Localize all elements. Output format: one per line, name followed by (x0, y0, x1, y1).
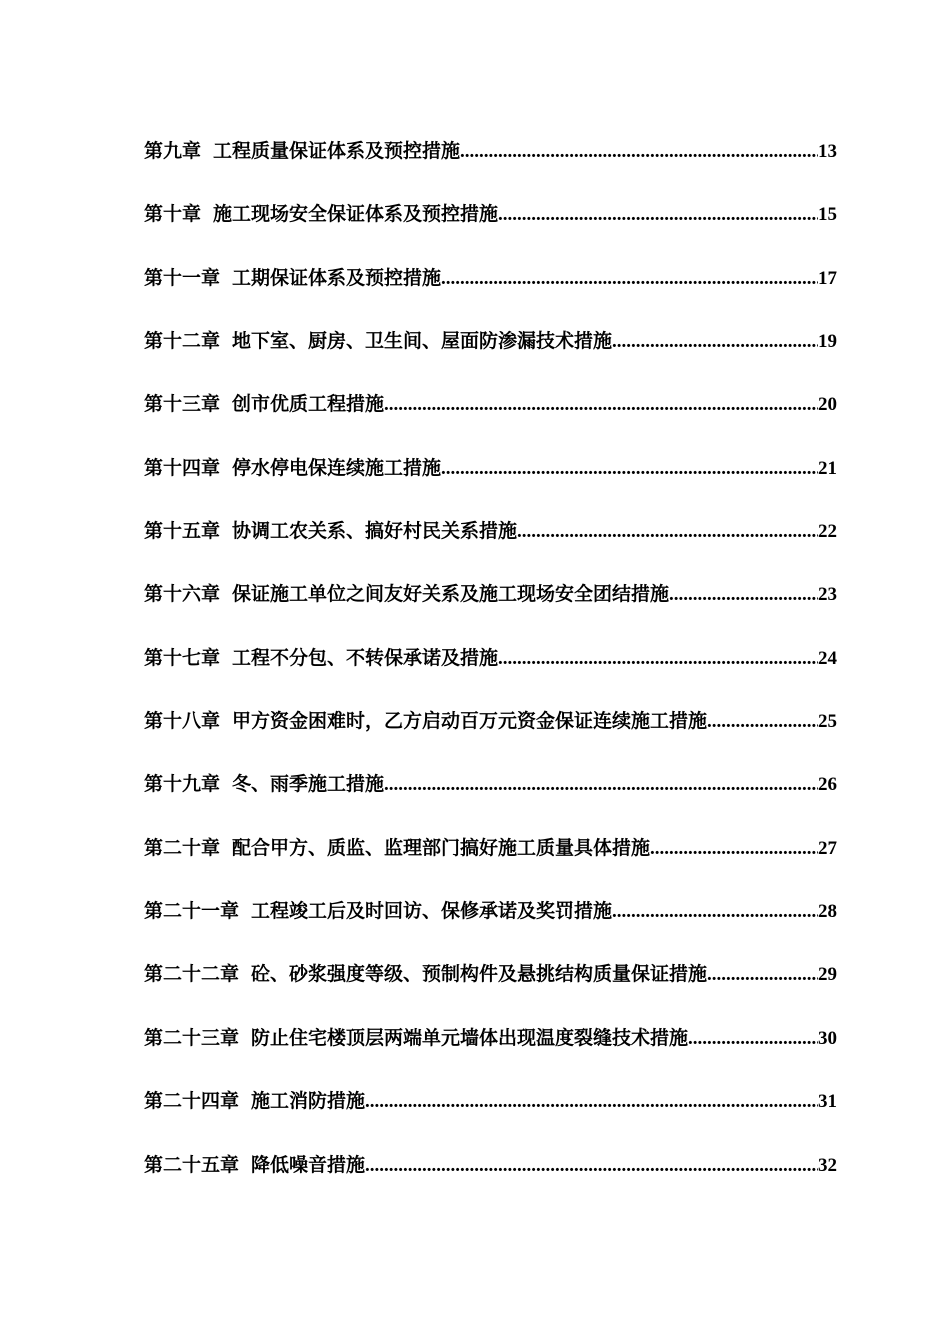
toc-chapter-number: 第九章 (144, 140, 202, 162)
toc-dot-leader (650, 830, 818, 868)
toc-page-number: 27 (818, 837, 837, 859)
toc-chapter-number: 第二十四章 (144, 1090, 240, 1113)
toc-chapter-number: 第二十一章 (144, 900, 240, 923)
toc-dot-leader (612, 323, 818, 361)
toc-chapter-title: 保证施工单位之间友好关系及施工现场安全团结措施 (232, 583, 670, 606)
toc-chapter-number: 第十章 (144, 203, 202, 226)
toc-dot-leader (365, 1147, 818, 1185)
toc-page-number: 26 (818, 774, 837, 796)
toc-entry[interactable] (144, 639, 837, 702)
toc-chapter-title: 创市优质工程措施 (232, 393, 385, 416)
toc-chapter-title: 防止住宅楼顶层两端单元墙体出现温度裂缝技术措施 (251, 1026, 689, 1049)
toc-chapter-number: 第二十五章 (144, 1153, 240, 1176)
toc-entry[interactable] (144, 575, 837, 638)
toc-entry[interactable] (144, 1146, 837, 1209)
toc-dot-leader (707, 703, 818, 741)
toc-entry[interactable] (144, 132, 837, 195)
toc-chapter-title: 冬、雨季施工措施 (232, 773, 385, 796)
toc-dot-leader (498, 196, 818, 234)
toc-page-number: 20 (818, 394, 837, 416)
toc-chapter-number: 第十九章 (144, 773, 221, 796)
toc-chapter-number: 第二十章 (144, 836, 221, 859)
toc-entry[interactable] (144, 829, 837, 892)
toc-page-number: 30 (818, 1027, 837, 1049)
toc-page-number: 15 (818, 204, 837, 226)
toc-chapter-number: 第十七章 (144, 646, 221, 669)
toc-entry[interactable] (144, 322, 837, 385)
toc-chapter-title: 工程竣工后及时回访、保修承诺及奖罚措施 (251, 900, 613, 923)
toc-chapter-number: 第十二章 (144, 330, 221, 353)
toc-chapter-number: 第十五章 (144, 520, 221, 543)
table-of-contents (144, 132, 837, 1209)
toc-page-number: 21 (818, 457, 837, 479)
toc-entry[interactable] (144, 195, 837, 258)
toc-dot-leader (441, 450, 818, 488)
toc-page-number: 17 (818, 267, 837, 289)
toc-dot-leader (384, 386, 818, 424)
toc-page-number: 19 (818, 331, 837, 353)
toc-page-number: 13 (818, 141, 837, 162)
toc-chapter-title: 协调工农关系、搞好村民关系措施 (232, 520, 518, 543)
toc-dot-leader (688, 1020, 818, 1058)
toc-dot-leader (365, 1083, 818, 1121)
toc-page-number: 32 (818, 1154, 837, 1176)
toc-dot-leader (517, 513, 818, 551)
toc-page-number: 31 (818, 1091, 837, 1113)
toc-entry[interactable] (144, 1082, 837, 1145)
toc-chapter-number: 第十六章 (144, 583, 221, 606)
toc-dot-leader (612, 893, 818, 931)
toc-chapter-title: 工期保证体系及预控措施 (232, 266, 442, 289)
toc-chapter-title: 施工消防措施 (251, 1090, 366, 1113)
toc-page-number: 25 (818, 711, 837, 733)
toc-dot-leader (498, 640, 818, 678)
toc-chapter-title: 地下室、厨房、卫生间、屋面防渗漏技术措施 (232, 330, 613, 353)
toc-entry[interactable] (144, 892, 837, 955)
toc-entry[interactable] (144, 449, 837, 512)
toc-chapter-number: 第二十三章 (144, 1026, 240, 1049)
toc-dot-leader (460, 133, 818, 171)
toc-dot-leader (707, 956, 818, 994)
toc-page-number: 28 (818, 901, 837, 923)
toc-chapter-title: 砼、砂浆强度等级、预制构件及悬挑结构质量保证措施 (251, 963, 708, 986)
toc-chapter-number: 第十四章 (144, 456, 221, 479)
toc-entry[interactable] (144, 702, 837, 765)
toc-entry[interactable] (144, 512, 837, 575)
toc-entry[interactable] (144, 955, 837, 1018)
toc-chapter-number: 第十三章 (144, 393, 221, 416)
toc-entry[interactable] (144, 259, 837, 322)
toc-chapter-title: 配合甲方、质监、监理部门搞好施工质量具体措施 (232, 836, 651, 859)
toc-dot-leader (669, 576, 818, 614)
toc-chapter-title: 施工现场安全保证体系及预控措施 (213, 203, 499, 226)
toc-page-number: 24 (818, 647, 837, 669)
toc-chapter-number: 第十八章 (144, 710, 221, 733)
toc-chapter-number: 第二十二章 (144, 963, 240, 986)
toc-chapter-number: 第十一章 (144, 266, 221, 289)
toc-chapter-title: 停水停电保连续施工措施 (232, 456, 442, 479)
toc-dot-leader (384, 766, 818, 804)
toc-chapter-title: 降低噪音措施 (251, 1153, 366, 1176)
toc-entry[interactable] (144, 385, 837, 448)
toc-chapter-title: 工程质量保证体系及预控措施 (213, 140, 461, 162)
toc-chapter-title: 工程不分包、不转保承诺及措施 (232, 646, 499, 669)
toc-page-number: 23 (818, 584, 837, 606)
toc-page-number: 29 (818, 964, 837, 986)
toc-entry[interactable] (144, 765, 837, 828)
toc-dot-leader (441, 260, 818, 298)
toc-page-number: 22 (818, 521, 837, 543)
toc-entry[interactable] (144, 1019, 837, 1082)
toc-chapter-title: 甲方资金困难时，乙方启动百万元资金保证连续施工措施 (232, 710, 708, 733)
